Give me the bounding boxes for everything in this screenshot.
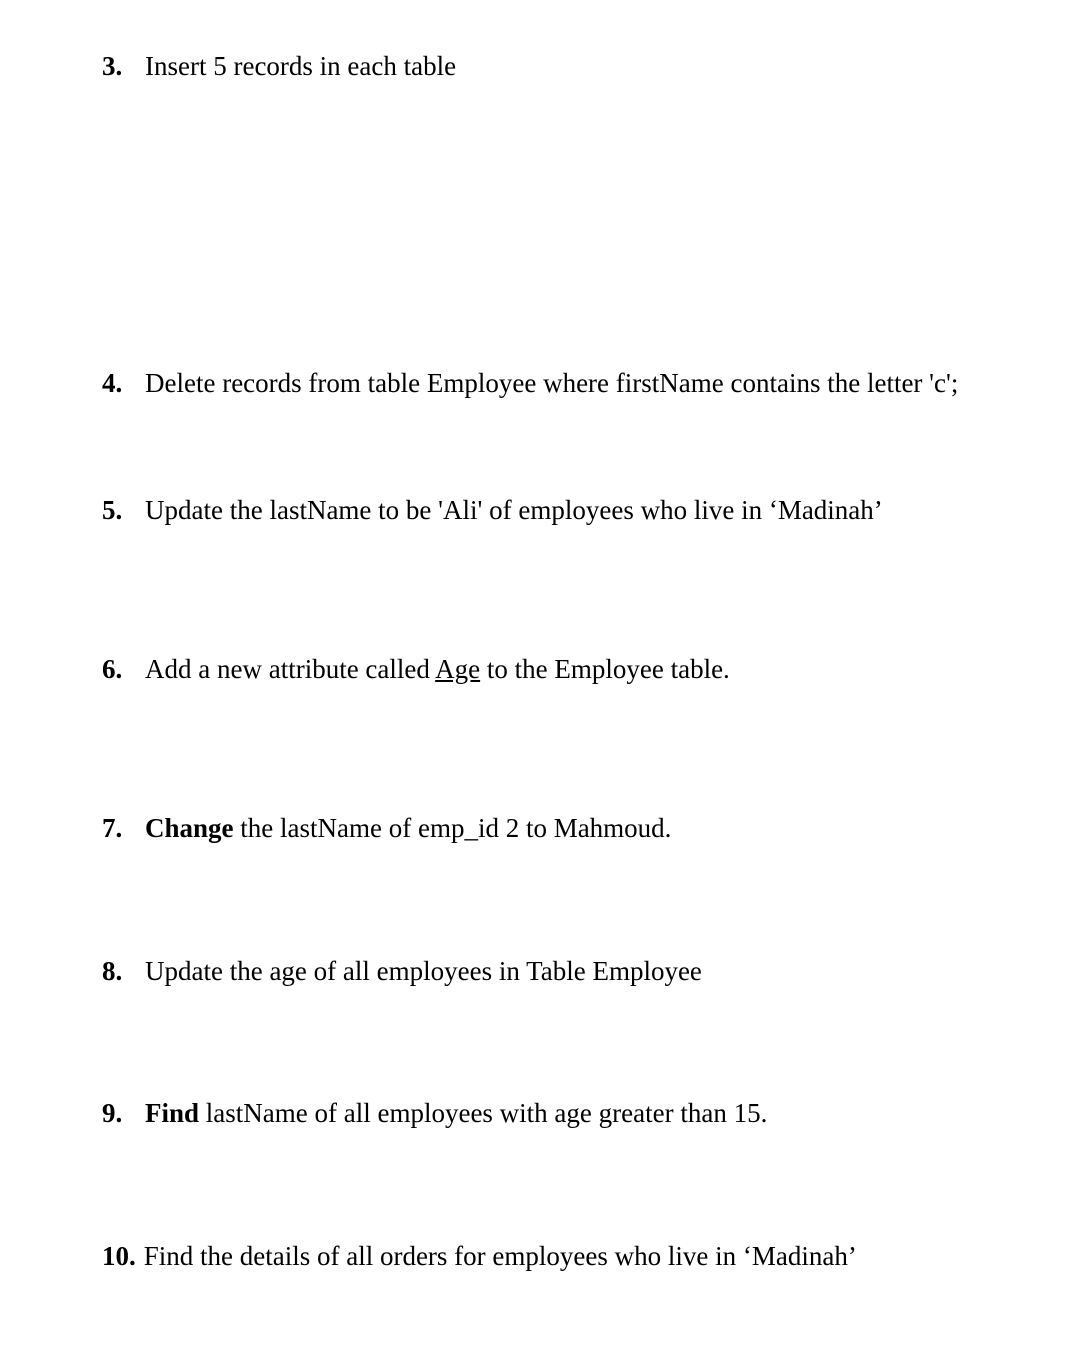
bold-keyword: Find	[145, 1098, 200, 1128]
question-text: the lastName of emp_id 2 to Mahmoud.	[233, 813, 672, 843]
question-text: Insert 5 records in each table	[145, 51, 457, 81]
question-number: 5.	[102, 495, 123, 525]
question-3	[102, 49, 456, 83]
question-text: Delete records from table Employee where firstName contains the letter 'c';	[145, 368, 959, 398]
question-number: 3.	[102, 51, 123, 81]
question-9	[102, 1096, 767, 1130]
question-text: Find the details of all orders for employees who live in ‘Madinah’	[143, 1241, 857, 1271]
question-number: 4.	[102, 368, 123, 398]
question-number: 8.	[102, 956, 123, 986]
question-10	[102, 1239, 857, 1273]
question-text-after: to the Employee table.	[480, 654, 730, 684]
question-8	[102, 954, 702, 988]
question-number: 7.	[102, 813, 123, 843]
bold-keyword: Change	[145, 813, 234, 843]
question-number: 9.	[102, 1098, 123, 1128]
question-5	[102, 493, 883, 527]
question-text: lastName of all employees with age greater than 15.	[199, 1098, 768, 1128]
question-6	[102, 652, 730, 686]
question-7	[102, 811, 671, 845]
question-4	[102, 366, 958, 400]
underlined-term: Age	[435, 654, 481, 684]
question-text-before: Add a new attribute called	[145, 654, 436, 684]
question-text: Update the lastName to be 'Ali' of employees who live in ‘Madinah’	[145, 495, 883, 525]
question-number: 10.	[102, 1241, 136, 1271]
question-text: Update the age of all employees in Table Employee	[145, 956, 702, 986]
question-number: 6.	[102, 654, 123, 684]
